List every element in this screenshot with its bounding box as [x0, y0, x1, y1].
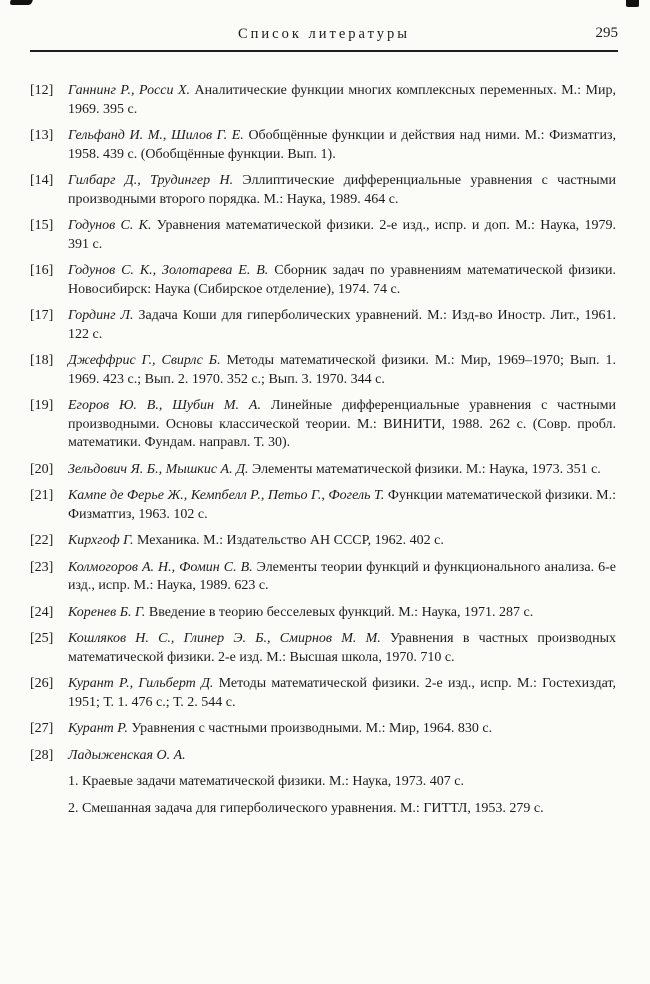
reference-body	[68, 747, 616, 819]
reference-entry	[30, 630, 616, 667]
reference-label: [27]	[30, 721, 54, 736]
reference-entry	[30, 747, 616, 819]
reference-label: [18]	[30, 353, 54, 368]
reference-body	[68, 720, 616, 739]
reference-text: Егоров Ю. В., Шубин М. А. Линейные дифференциальные уравнения с частными производными. Основы классической теории. М.: ВИНИТИ, 1988. 262 с. (Совр. пробл. математики. Фундам. направл. Т. 30).	[68, 398, 617, 450]
reference-body	[68, 675, 616, 712]
reference-label: [28]	[30, 747, 54, 763]
reference-body	[68, 532, 616, 551]
reference-body	[68, 217, 616, 254]
reference-label: [21]	[30, 488, 54, 503]
reference-text: Ганнинг Р., Росси Х. Аналитические функции многих комплексных переменных. М.: Мир, 1969. 395 с.	[68, 83, 616, 117]
reference-entry	[30, 352, 616, 389]
reference-body	[68, 127, 616, 164]
reference-text: Колмогоров А. Н., Фомин С. В. Элементы теории функций и функционального анализа. 6-е изд., испр. М.: Наука, 1989. 623 с.	[68, 559, 616, 593]
reference-entry	[30, 262, 616, 299]
reference-entry	[30, 172, 616, 209]
running-head-title: Список литературы	[237, 26, 410, 42]
reference-text: Кампе де Ферье Ж., Кемпбелл Р., Петьо Г., Фогель Т. Функции математической физики. М.: Физматгиз, 1963. 102 с.	[68, 488, 617, 522]
reference-authors: Курант Р., Гильберт Д.	[68, 676, 214, 691]
reference-label: [26]	[30, 676, 54, 691]
reference-text: Гельфанд И. М., Шилов Г. Е. Обобщённые функции и действия над ними. М.: Физматгиз, 1958. 439 с. (Обобщённые функции. Вып. 1).	[68, 128, 617, 162]
page-header	[30, 0, 618, 52]
reference-text: Годунов С. К., Золотарева Е. В. Сборник задач по уравнениям математической физики. Новосибирск: Наука (Сибирское отделение), 1974. 74 с.	[68, 263, 616, 297]
reference-authors: Кошляков Н. С., Глинер Э. Б., Смирнов М. М.	[68, 631, 381, 646]
reference-entry	[30, 487, 616, 524]
reference-authors: Курант Р.	[68, 721, 128, 736]
reference-body	[68, 172, 616, 209]
reference-entry	[30, 82, 616, 119]
reference-authors: Кирхгоф Г.	[68, 533, 134, 548]
reference-subentry: 1. Краевые задачи математической физики. М.: Наука, 1973. 407 с.	[68, 774, 464, 789]
reference-authors: Зельдович Я. Б., Мышкис А. Д.	[68, 461, 249, 477]
reference-label: [17]	[30, 308, 54, 323]
reference-entry	[30, 397, 616, 453]
reference-text: Кошляков Н. С., Глинер Э. Б., Смирнов М. М. Уравнения в частных производных математической физики. 2-е изд. М.: Высшая школа, 1970. 710 с.	[68, 631, 616, 665]
reference-label: [12]	[30, 83, 54, 98]
reference-label: [23]	[30, 559, 54, 575]
reference-authors: Кампе де Ферье Ж., Кемпбелл Р., Петьо Г., Фогель Т.	[68, 488, 385, 503]
reference-label: [16]	[30, 263, 54, 278]
reference-body	[68, 262, 616, 299]
reference-text: Коренев Б. Г. Введение в теорию бесселевых функций. М.: Наука, 1971. 287 с.	[68, 604, 534, 620]
reference-subentry: 2. Смешанная задача для гиперболического уравнения. М.: ГИТТЛ, 1953. 279 с.	[68, 800, 544, 816]
reference-text: Годунов С. К. Уравнения математической физики. 2-е изд., испр. и доп. М.: Наука, 1979. 391 с.	[68, 218, 616, 252]
header-rule	[30, 50, 618, 52]
reference-label: [25]	[30, 631, 54, 646]
reference-authors: Колмогоров А. Н., Фомин С. В.	[68, 559, 253, 575]
reference-label: [13]	[30, 128, 54, 143]
reference-entry	[30, 675, 616, 712]
reference-authors: Годунов С. К., Золотарева Е. В.	[68, 263, 269, 278]
reference-text: Гординг Л. Задача Коши для гиперболических уравнений. М.: Изд-во Иностр. Лит., 1961. 122 с.	[68, 308, 617, 342]
reference-text: Курант Р., Гильберт Д. Методы математической физики. 2-е изд., испр. М.: Гостехиздат, 1951; Т. 1. 476 с.; Т. 2. 544 с.	[68, 676, 616, 710]
reference-label: [20]	[30, 461, 54, 477]
reference-body	[68, 630, 616, 667]
reference-entry	[30, 604, 616, 623]
reference-body	[68, 604, 616, 623]
reference-authors: Гординг Л.	[68, 308, 134, 323]
reference-text: Зельдович Я. Б., Мышкис А. Д. Элементы математической физики. М.: Наука, 1973. 351 с.	[68, 461, 601, 477]
reference-body	[68, 559, 616, 596]
reference-label: [24]	[30, 604, 54, 620]
reference-label: [15]	[30, 218, 54, 233]
reference-entry	[30, 720, 616, 739]
reference-list	[30, 82, 616, 818]
reference-authors: Ладыженская О. А.	[68, 747, 186, 763]
reference-body	[68, 82, 616, 119]
reference-text: Кирхгоф Г. Механика. М.: Издательство АН СССР, 1962. 402 с.	[68, 533, 444, 548]
reference-body	[68, 307, 616, 344]
reference-entry	[30, 127, 616, 164]
reference-body	[68, 461, 616, 480]
reference-entry	[30, 559, 616, 596]
reference-body	[68, 397, 616, 453]
reference-authors: Джеффрис Г., Свирлс Б.	[68, 353, 221, 368]
reference-authors: Ганнинг Р., Росси Х.	[68, 83, 191, 98]
reference-authors: Егоров Ю. В., Шубин М. А.	[68, 398, 261, 413]
reference-entry	[30, 461, 616, 480]
reference-text: Джеффрис Г., Свирлс Б. Методы математической физики. М.: Мир, 1969–1970; Вып. 1. 1969. 423 с.; Вып. 2. 1970. 352 с.; Вып. 3. 1970. 344 с.	[68, 353, 616, 387]
reference-label: [19]	[30, 398, 54, 413]
reference-entry	[30, 217, 616, 254]
reference-authors: Гельфанд И. М., Шилов Г. Е.	[68, 128, 244, 143]
reference-text	[68, 747, 616, 766]
reference-authors: Гилбарг Д., Трудингер Н.	[68, 173, 234, 188]
reference-entry	[30, 307, 616, 344]
scan-artifact-right	[626, 0, 639, 7]
reference-entry	[30, 532, 616, 551]
reference-body	[68, 352, 616, 389]
reference-label: [14]	[30, 173, 54, 188]
reference-authors: Годунов С. К.	[68, 218, 152, 233]
page-number: 295	[595, 25, 618, 41]
reference-text: Курант Р. Уравнения с частными производными. М.: Мир, 1964. 830 с.	[68, 721, 493, 736]
reference-label: [22]	[30, 533, 54, 548]
reference-authors: Коренев Б. Г.	[68, 604, 146, 620]
reference-body	[68, 487, 616, 524]
reference-text: Гилбарг Д., Трудингер Н. Эллиптические дифференциальные уравнения с частными производными второго порядка. М.: Наука, 1989. 464 с.	[68, 173, 617, 207]
